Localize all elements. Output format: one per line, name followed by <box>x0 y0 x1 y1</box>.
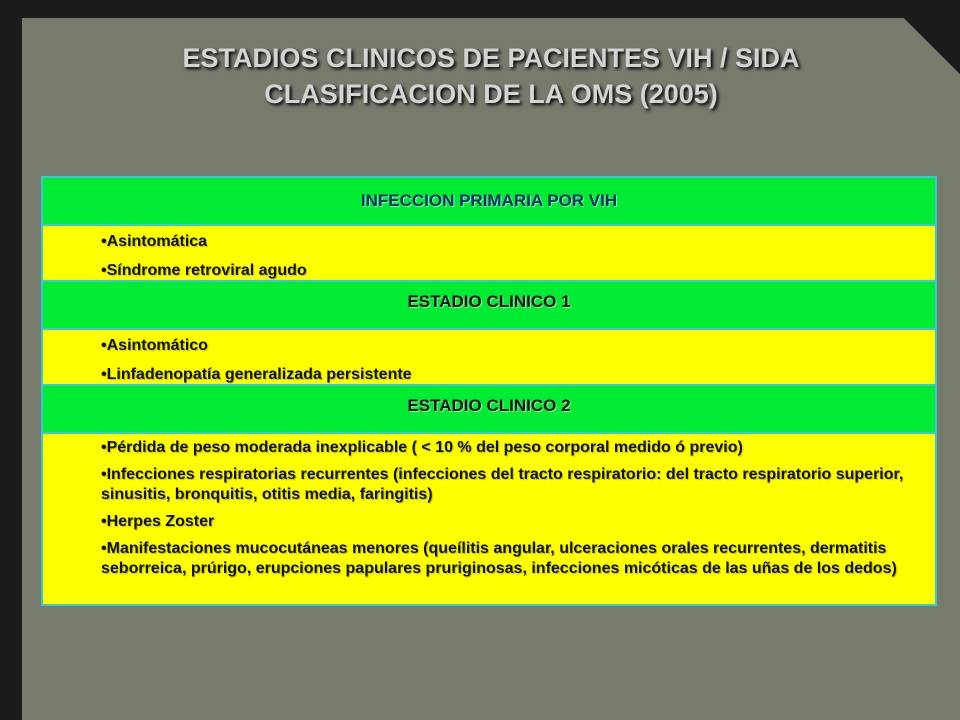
title-line-1: ESTADIOS CLINICOS DE PACIENTES VIH / SIDA <box>182 43 800 73</box>
list-item <box>101 512 925 532</box>
list-item <box>101 539 925 579</box>
section-header-stage-2: ESTADIO CLINICO 2 <box>43 384 935 432</box>
bullet-icon: • <box>101 540 107 557</box>
section-header-primary-infection: INFECCION PRIMARIA POR VIH <box>43 178 935 224</box>
list-item-text: Infecciones respiratorias recurrentes (infecciones del tracto respiratorio: del tracto respiratorio superior, sinusitis, bronquitis, otitis media, faringitis) <box>101 466 904 503</box>
bullet-icon: • <box>101 366 107 383</box>
list-item <box>101 261 925 281</box>
list-item-text: Pérdida de peso moderada inexplicable ( < 10 % del peso corporal medido ó previo) <box>106 439 743 456</box>
list-item-text: Linfadenopatía generalizada persistente <box>106 366 412 383</box>
section-body-stage-1 <box>43 328 935 384</box>
list-item <box>101 232 925 252</box>
bullet-icon: • <box>101 233 107 250</box>
list-item-text: Asintomático <box>106 337 208 354</box>
list-item-text: Herpes Zoster <box>106 513 215 530</box>
list-item <box>101 438 925 458</box>
list-item <box>101 365 925 385</box>
title-line-2: CLASIFICACION DE LA OMS (2005) <box>264 79 718 109</box>
bullet-icon: • <box>101 466 107 483</box>
bullet-icon: • <box>101 439 107 456</box>
list-item-text: Manifestaciones mucocutáneas menores (queílitis angular, ulceraciones orales recurrentes, dermatitis seborreica, prúrigo, erupciones papulares pruriginosas, infecciones micóticas de las uñas de los dedos) <box>101 540 897 577</box>
section-header-stage-1: ESTADIO CLINICO 1 <box>43 280 935 328</box>
section-body-stage-2 <box>43 432 935 604</box>
list-item <box>101 336 925 356</box>
bullet-icon: • <box>101 262 107 279</box>
slide-title <box>22 40 960 112</box>
list-item <box>101 465 925 505</box>
section-body-primary-infection <box>43 224 935 280</box>
list-item-text: Asintomática <box>106 233 208 250</box>
bullet-icon: • <box>101 337 107 354</box>
staging-table <box>41 176 937 606</box>
bullet-icon: • <box>101 513 107 530</box>
list-item-text: Síndrome retroviral agudo <box>106 262 307 279</box>
